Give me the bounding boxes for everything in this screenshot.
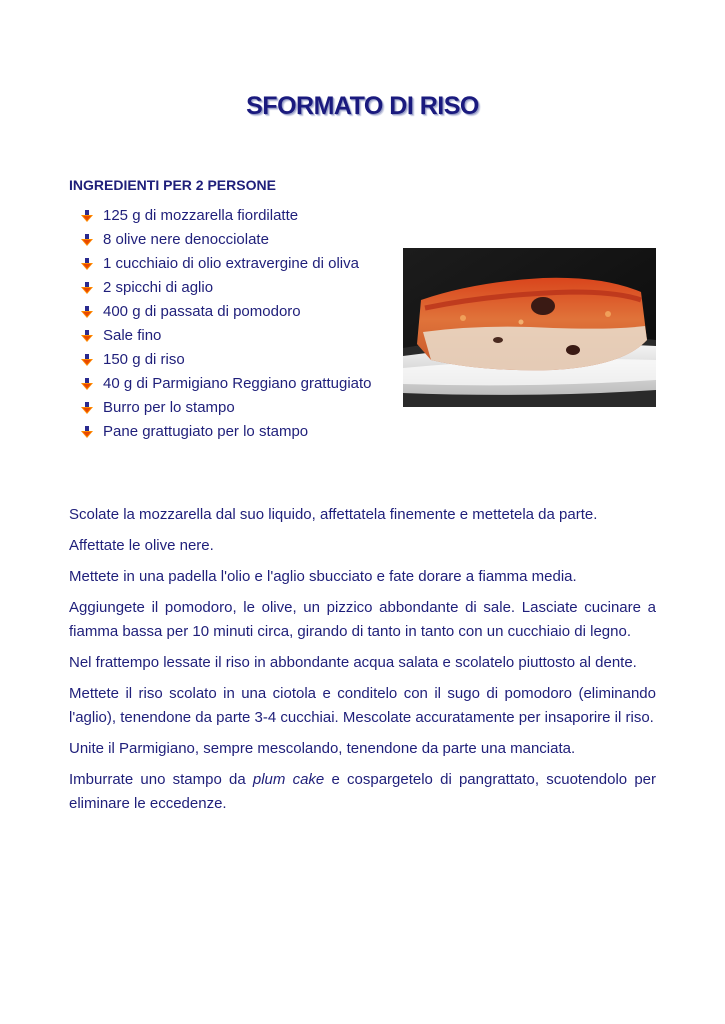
preparation-steps xyxy=(69,503,656,823)
list-item xyxy=(80,204,372,228)
step-paragraph xyxy=(69,768,656,816)
step-paragraph: Aggiungete il pomodoro, le olive, un pizzico abbondante di sale. Lasciate cucinare a fiamma bassa per 10 minuti circa, girando di tanto in tanto con un cucchiaio di legno. xyxy=(69,599,656,640)
ingredients-heading: INGREDIENTI PER 2 PERSONE xyxy=(69,177,276,193)
step-paragraph: Scolate la mozzarella dal suo liquido, affettatela finemente e mettetela da parte. xyxy=(69,506,598,523)
down-arrow-bullet-icon xyxy=(80,377,94,391)
step-paragraph: Nel frattempo lessate il riso in abbondante acqua salata e scolatelo piuttosto al dente. xyxy=(69,654,637,671)
ingredient-label: 2 spicchi di aglio xyxy=(103,279,214,296)
list-item xyxy=(80,372,372,396)
step-emphasis: plum cake xyxy=(252,771,325,788)
list-item xyxy=(80,252,372,276)
step-paragraph: Unite il Parmigiano, sempre mescolando, tenendone da parte una manciata. xyxy=(69,740,576,757)
down-arrow-bullet-icon xyxy=(80,425,94,439)
list-item xyxy=(80,300,372,324)
ingredient-label: 1 cucchiaio di olio extravergine di oliva xyxy=(103,255,359,272)
ingredient-label: Pane grattugiato per lo stampo xyxy=(103,423,309,440)
down-arrow-bullet-icon xyxy=(80,257,94,271)
ingredient-label: Sale fino xyxy=(103,327,162,344)
down-arrow-bullet-icon xyxy=(80,401,94,415)
ingredient-label: 8 olive nere denocciolate xyxy=(103,231,269,248)
down-arrow-bullet-icon xyxy=(80,305,94,319)
ingredient-label: 400 g di passata di pomodoro xyxy=(103,303,301,320)
ingredient-label: Burro per lo stampo xyxy=(103,399,235,416)
list-item xyxy=(80,396,372,420)
step-paragraph: Mettete in una padella l'olio e l'aglio sbucciato e fate dorare a fiamma media. xyxy=(69,568,577,585)
list-item xyxy=(80,228,372,252)
down-arrow-bullet-icon xyxy=(80,329,94,343)
dish-photo xyxy=(403,248,656,407)
recipe-title: SFORMATO DI RISO xyxy=(246,92,479,120)
list-item xyxy=(80,348,372,372)
ingredient-label: 125 g di mozzarella fiordilatte xyxy=(103,207,299,224)
step-text-after: e cospargetelo di pangrattato, scuotendolo per eliminare le eccedenze. xyxy=(69,771,656,812)
list-item xyxy=(80,420,372,444)
step-paragraph: Affettate le olive nere. xyxy=(69,537,214,554)
list-item xyxy=(80,276,372,300)
down-arrow-bullet-icon xyxy=(80,209,94,223)
down-arrow-bullet-icon xyxy=(80,353,94,367)
ingredient-label: 40 g di Parmigiano Reggiano grattugiato xyxy=(103,375,372,392)
down-arrow-bullet-icon xyxy=(80,233,94,247)
ingredients-list xyxy=(80,204,372,444)
down-arrow-bullet-icon xyxy=(80,281,94,295)
list-item xyxy=(80,324,372,348)
ingredient-label: 150 g di riso xyxy=(103,351,185,368)
step-text-before: Imburrate uno stampo da xyxy=(69,771,253,788)
step-paragraph: Mettete il riso scolato in una ciotola e conditelo con il sugo di pomodoro (eliminando l'aglio), tenendone da parte 3-4 cucchiai. Mescolate accuratamente per insaporire il riso. xyxy=(69,685,656,726)
